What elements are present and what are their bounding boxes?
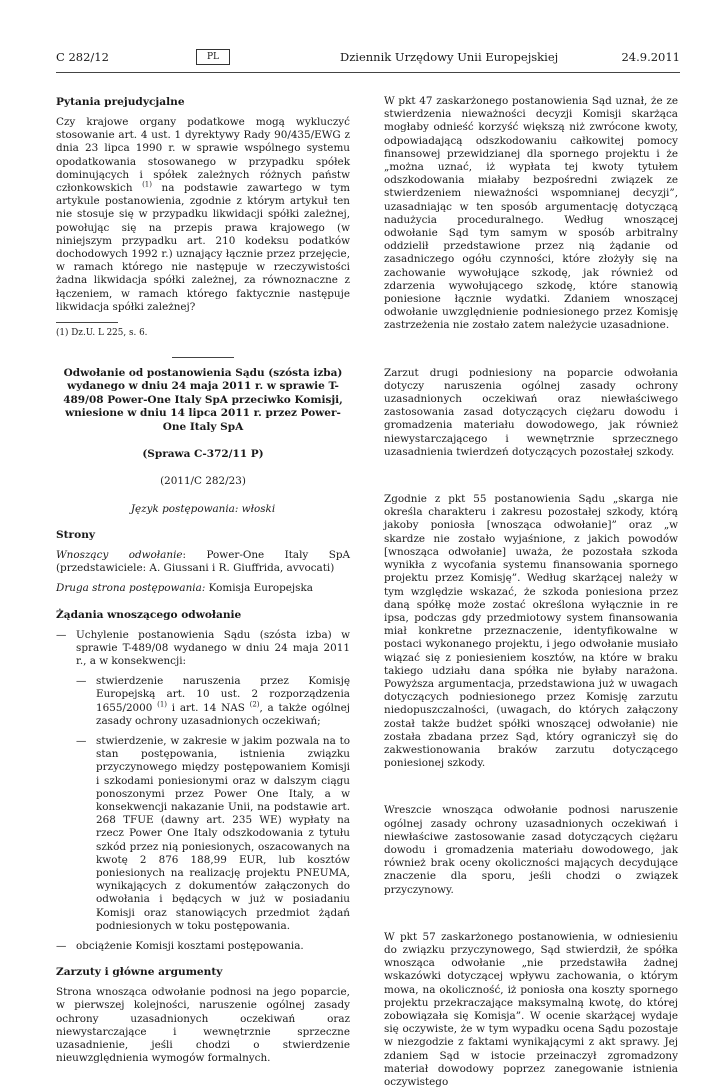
page-code: C 282/12 <box>56 50 109 64</box>
other-party <box>56 582 350 595</box>
footnote: (1) Dz.U. L 225, s. 6. <box>56 328 148 339</box>
claim-1a-text-3: , a także ogólnej zasady ochrony uzasadnionych oczekiwań; <box>96 701 351 727</box>
claim-1a-text-2: i art. 14 NAS <box>171 701 245 714</box>
appellant <box>56 549 350 575</box>
footnote-ref-2: (2) <box>249 700 260 709</box>
pleas-paragraph: Strona wnosząca odwołanie podnosi na jego poparcie, w pierwszej kolejności, naruszenie ogólnej zasady ochrony uzasadnionych oczekiwań oraz niewystarczające i wewnętrznie sprzeczne uzasadnienie, jeśli chodzi o stwierdzenie nieuwzględnienia wymogów formalnych. <box>56 986 350 1065</box>
page-header <box>56 50 680 68</box>
language-badge: PL <box>196 49 230 65</box>
other-party-value: Komisja Europejska <box>205 582 313 595</box>
right-paragraph-5: W pkt 57 zaskarżonego postanowienia, w odniesieniu do związku przyczynowego, Sąd stwierdził, że spółka wnosząca odwołanie „nie przedstawiła żadnej wskazówki dotyczącej wpływu zachowania, o którym mowa, na okoliczność, iż poniosła ona koszty spornego projektu przekraczające maksymalną kwotę, do której zobowiązała się Komisja”. W ocenie skarżącej wydaje się oczywiste, że w tym wypadku ocena Sądu pozostaje w niezgodzie z faktami wynikającymi z akt sprawy. Jej zdaniem Sąd w istocie przeinaczył zgromadzony materiał dowodowy poprzez zanegowanie istnienia oczywistego <box>384 930 678 1088</box>
journal-title: Dziennik Urzędowy Unii Europejskiej <box>340 50 559 64</box>
procedure-language: Język postępowania: włoski <box>130 502 276 515</box>
parties-heading: Strony <box>56 528 96 541</box>
right-paragraph-1: W pkt 47 zaskarżonego postanowienia Sąd uznał, że ze stwierdzenia nieważności decyzji Komisji skarżąca mogłaby odnieść korzyść większą niż zwrócone kwoty, odpowiadającą odszkodowaniu całkowitej pomocy finansowej przewidzianej dla spornego projektu i że „można uznać, iż wypłata tej kwoty tytułem odszkodowania miałaby bezpośredni związek ze stwierdzeniem nieważności wspomnianej decyzji”, uzasadniając w ten sposób argumentację dotyczącą nadużycia proceduralnego. Według wnoszącej odwołanie Sąd tym samym w sposób arbitralny oddzielił przedstawione przez nią żądanie od zasadniczego ogółu czynności, które złożyły się na zachowanie wywołujące szkodę, jak również od zdarzenia wywołującego szkodę, które stanowią poniesione łącznie wydatki. Zdaniem wnoszącej odwołanie uwzględnienie podniesionego przez Komisję zastrzeżenia nie zostało zatem należycie uzasadnione. <box>384 95 678 332</box>
publication-ref: (2011/C 282/23) <box>160 475 246 488</box>
case-title: Odwołanie od postanowienia Sądu (szósta izba) wydanego w dniu 24 maja 2011 r. w sprawie T-489/08 Power-One Italy SpA przeciwko Komisji, wniesione w dniu 14 lipca 2011 r. przez Power-One Italy SpA <box>63 367 343 433</box>
questions-text-2: na podstawie zawartego w tym artykule postanowienia, zgodnie z którym artykuł ten nie stosuje się w przypadku likwidacji spółki zależnej, powołując się na przepis prawa krajowego (w niniejszym przypadku art. 210 kodeksu podatków dochodowych 1992 r.) uznający łącznie przez przejęcie, w ramach którego nie następuje w rzeczywistości żadna likwidacja spółki zależnej, za równoznaczne z łączeniem, w ramach którego faktycznie następuje likwidacja spółki zależnej? <box>56 182 350 313</box>
case-number: (Sprawa C-372/11 P) <box>142 448 264 461</box>
claim-item-2: — obciążenie Komisji kosztami postępowania. <box>56 940 350 953</box>
right-paragraph-2: Zarzut drugi podniesiony na poparcie odwołania dotyczy naruszenia ogólnej zasady ochrony uzasadnionych oczekiwań oraz niewłaściwego zastosowania zasad dotyczących ciężaru dowodu i gromadzenia materiału dowodowego, jak również niewystarczającego i wewnętrznie sprzecznego uzasadnienia twierdzeń dotyczących pozostałej szkody. <box>384 366 678 458</box>
claim-item-1b: — stwierdzenie, w zakresie w jakim pozwala na to stan postępowania, istnienia związku przyczynowego między postępowaniem Komisji i szkodami poniesionymi oraz w dalszym ciągu ponoszonymi przez Power One Italy, a w konsekwencji nakazanie Unii, na podstawie art. 268 TFUE (dawny art. 235 WE) wypłaty na rzecz Power One Italy odszkodowania z tytułu szkód przez nią poniesionych, oszacowanych na kwotę 2 876 188,99 EUR, lub kosztów poniesionych na realizację projektu PNEUMA, wynikających z dokumentów załączonych do odwołania i będących w już w posiadaniu Komisji oraz stanowiących przedmiot żądań podniesionych w toku postępowania. <box>56 735 350 933</box>
claim-item-1a <box>56 675 350 728</box>
pleas-heading: Zarzuty i główne argumenty <box>56 966 223 979</box>
left-column <box>56 95 350 1065</box>
claim-item-1: — Uchylenie postanowienia Sądu (szósta izba) w sprawie T-489/08 wydanego w dniu 24 maja 2011 r., a w konsekwencji: <box>56 629 350 669</box>
claim-1a-text-1: stwierdzenie naruszenia przez Komisję Europejską art. 10 ust. 2 rozporządzenia 1655/2000 <box>96 675 350 714</box>
footnote-ref-1: (1) <box>157 700 168 709</box>
questions-text-1: Czy krajowe organy podatkowe mogą wykluczyć stosowanie art. 4 ust. 1 dyrektywy Rady 90/435/EWG z dnia 23 lipca 1990 r. w sprawie wspólnego systemu opodatkowania stosowanego w przypadku spółek dominujących i spółek zależnych różnych państw członkowskich <box>56 116 350 195</box>
other-party-label: Druga strona postępowania: <box>56 582 206 595</box>
questions-paragraph <box>56 116 350 314</box>
right-column <box>384 95 678 1089</box>
claims-heading: Żądania wnoszącego odwołanie <box>56 608 242 621</box>
right-paragraph-3: Zgodnie z pkt 55 postanowienia Sądu „skarga nie określa charakteru i zakresu pozostałej szkody, którą jakoby poniosła [wnosząca odwołanie]” oraz „w skardze nie zostało wyjaśnione, z jakich powodów [wnosząca odwołanie] uważa, że pozostała szkoda wynikła z wycofania systemu finansowania spornego projektu przez Komisję”. Według skarżącej należy w tym względzie wskazać, że szkoda poniesiona przez daną spółkę może zostać określona wyłącznie in re ipsa, podczas gdy przedmiotowy system finansowania miał konkretne przeznaczenie, identyfikowalne w postaci wykonanego projektu, i jego odwołanie musiało wiązać się z poniesieniem kosztów, na które w braku takiego udziału dana spółka nie byłaby narażona. Powyższa argumentacja, przedstawiona już w uwagach dotyczących podniesionego przez Komisję zarzutu niedopuszczalności, (uwagach, do których załączony został także budżet spółki wnoszącej odwołanie) nie została zbadana przez Sąd, który ograniczył się do zakwestionowania braków zarzutu dotyczącego poniesionej szkody. <box>384 493 678 770</box>
footnote-rule <box>56 322 118 323</box>
right-paragraph-4: Wreszcie wnosząca odwołanie podnosi naruszenie ogólnej zasady ochrony uzasadnionych oczekiwań i niewłaściwe zastosowanie zasad dotyczących ciężaru dowodu i gromadzenia materiału dowodowego, jak również brak oceny okoliczności mających decydujące znaczenie dla sporu, jeśli chodzi o związek przyczynowy. <box>384 804 678 896</box>
appellant-value: : Power-One Italy SpA (przedstawiciele: A. Giussani i R. Giuffrida, avvocati) <box>56 548 351 575</box>
questions-heading: Pytania prejudycjalne <box>56 96 185 108</box>
issue-date: 24.9.2011 <box>621 50 680 64</box>
footnote-ref: (1) <box>142 180 152 189</box>
appellant-label: Wnoszący odwołanie <box>56 548 183 561</box>
header-rule <box>56 72 680 73</box>
